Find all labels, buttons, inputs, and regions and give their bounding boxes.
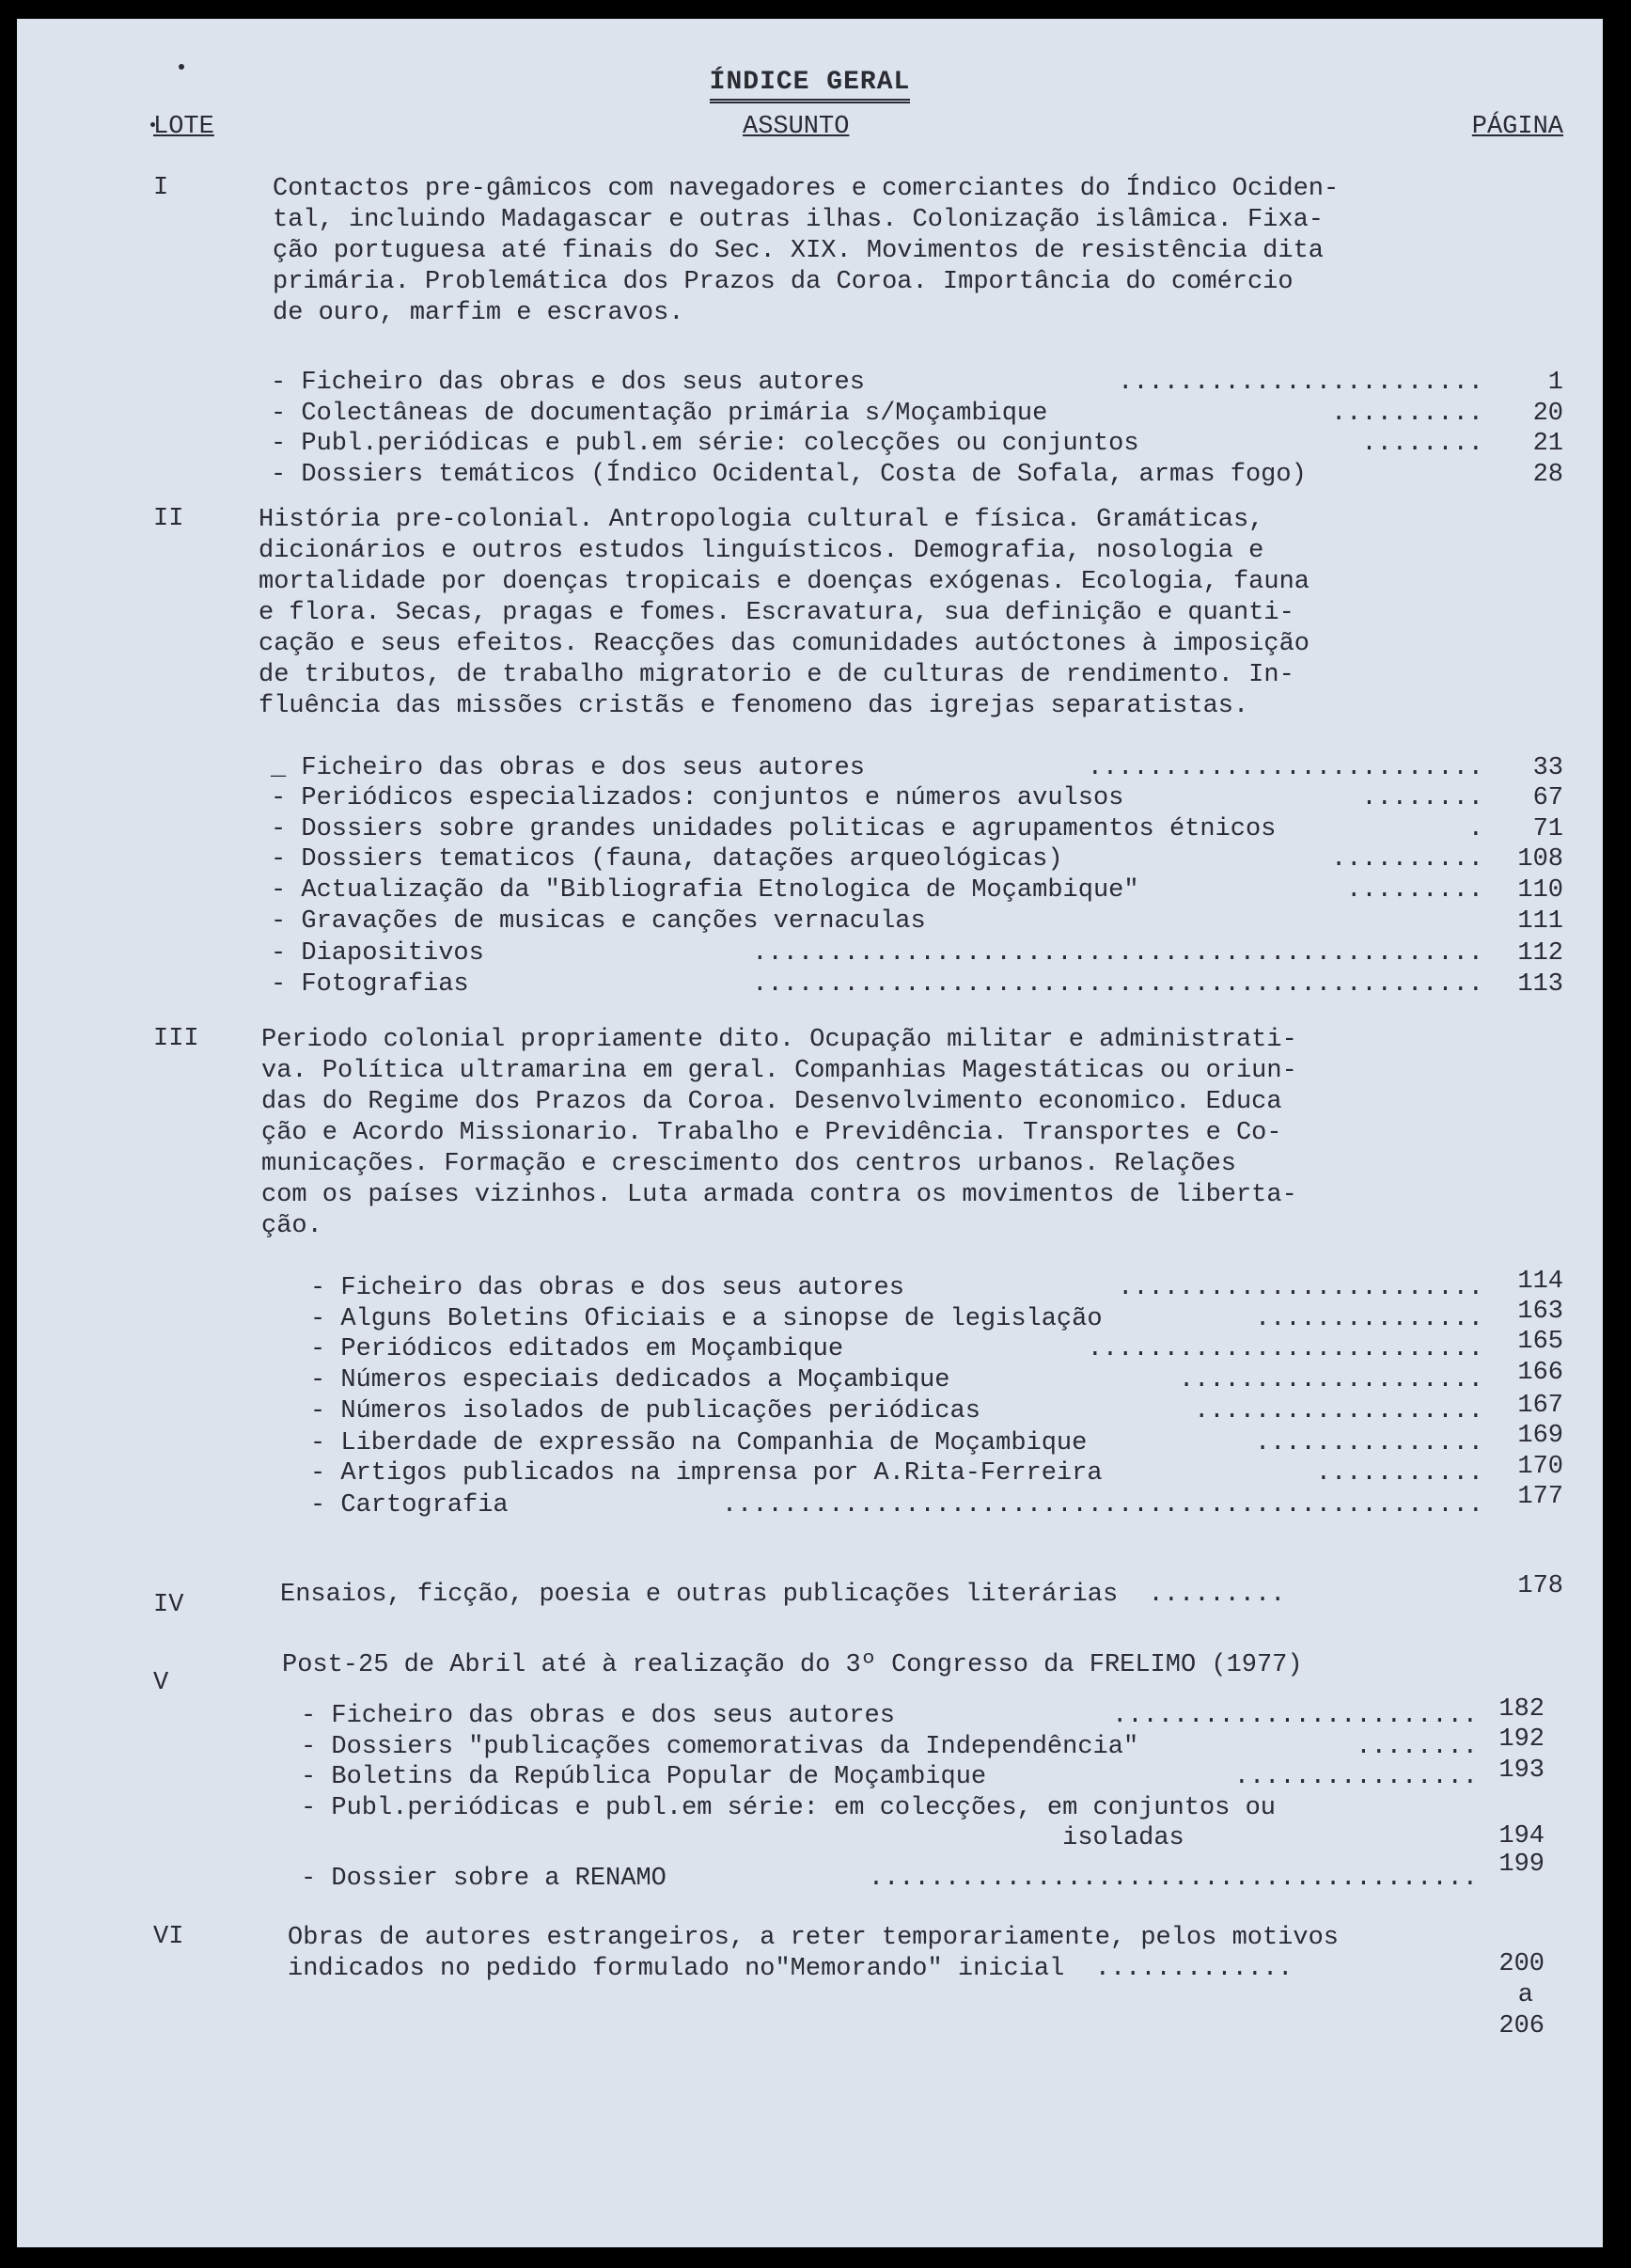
page-range bbox=[1451, 1949, 1545, 2042]
entry-label: - Fotografias bbox=[271, 970, 469, 999]
section-description: Obras de autores estrangeiros, a reter temporariamente, pelos motivos indicados no pedido formulado no"Memorando" inicial ............. bbox=[288, 1924, 1339, 1983]
page-number: 108 bbox=[1517, 845, 1563, 874]
index-entry bbox=[271, 939, 1483, 969]
lote-number: I bbox=[153, 174, 169, 202]
index-entry bbox=[310, 1366, 1483, 1396]
index-entry bbox=[301, 1733, 1478, 1763]
page-number: 1 bbox=[1547, 369, 1563, 397]
section-description: Periodo colonial propriamente dito. Ocupação militar e administrati- va. Política ultramarina em geral. Companhias Magestáticas ou oriun- das do Regime dos Prazos da Coroa. Desenvolvimento economico. Educa ção e Acordo Missionario. Trabalho e Previdência. Transportes e Co- municações. Formação e crescimento dos centros urbanos. Relações com os países vizinhos. Luta armada contra os movimentos de liberta- ção. bbox=[261, 1026, 1297, 1240]
index-entry bbox=[271, 784, 1483, 814]
dot-leader: ........... bbox=[1315, 1459, 1483, 1488]
entry-label: - Liberdade de expressão na Companhia de Moçambique bbox=[310, 1429, 1088, 1457]
lote-number: IV bbox=[153, 1591, 184, 1619]
dot-leader: .......................... bbox=[1087, 1335, 1483, 1363]
entry-label: - Artigos publicados na imprensa por A.Rita-Ferreira bbox=[310, 1459, 1103, 1488]
entry-label: - Periódicos especializados: conjuntos e números avulsos bbox=[271, 784, 1124, 812]
entry-label: - Dossiers tematicos (fauna, datações arqueológicas) bbox=[271, 845, 1063, 874]
page-number: 165 bbox=[1517, 1328, 1563, 1356]
index-entry bbox=[301, 1763, 1478, 1793]
dot-leader: .......... bbox=[1330, 845, 1483, 874]
page-number: 33 bbox=[1532, 754, 1563, 782]
column-header-lote: LOTE bbox=[153, 113, 214, 141]
dot-leader: ................... bbox=[1194, 1397, 1483, 1425]
page-number: 20 bbox=[1532, 400, 1563, 428]
dot-leader: ......... bbox=[1346, 876, 1483, 905]
page-number: 166 bbox=[1517, 1359, 1563, 1387]
page-number: 110 bbox=[1517, 876, 1563, 905]
index-entry bbox=[271, 907, 1483, 937]
index-entry bbox=[301, 1865, 1478, 1895]
entry-label: - Números isolados de publicações periódicas bbox=[310, 1397, 980, 1425]
index-entry bbox=[310, 1397, 1483, 1427]
entry-label: - Ficheiro das obras e dos seus autores bbox=[271, 369, 865, 397]
dot-leader: ........................ bbox=[1112, 1702, 1478, 1730]
page-number: 182 bbox=[1498, 1695, 1545, 1724]
dot-leader: .................................................. bbox=[721, 1491, 1483, 1520]
dot-leader: .......................... bbox=[1087, 754, 1483, 782]
entry-label: - Colectâneas de documentação primária s/Moçambique bbox=[271, 400, 1048, 428]
entry-label: - Cartografia bbox=[310, 1491, 509, 1520]
lote-number: II bbox=[153, 505, 184, 533]
index-entry bbox=[301, 1702, 1478, 1732]
page-number: 163 bbox=[1517, 1298, 1563, 1326]
entry-label: - Ficheiro das obras e dos seus autores bbox=[301, 1702, 895, 1730]
index-entry bbox=[271, 754, 1483, 784]
entry-label: - Dossier sobre a RENAMO bbox=[301, 1865, 667, 1893]
index-entry bbox=[271, 461, 1483, 491]
dot-leader: . bbox=[1467, 815, 1483, 843]
index-entry bbox=[271, 369, 1483, 399]
lote-number: VI bbox=[153, 1923, 184, 1951]
dot-leader: ........ bbox=[1361, 784, 1483, 812]
dot-leader: .......... bbox=[1330, 400, 1483, 428]
index-entry bbox=[310, 1305, 1483, 1335]
index-entry bbox=[271, 815, 1483, 845]
column-header-assunto: ASSUNTO bbox=[743, 113, 850, 141]
page-range-end: 206 bbox=[1498, 2012, 1545, 2040]
index-entry bbox=[310, 1274, 1483, 1304]
index-entry bbox=[271, 845, 1483, 875]
entry-label: - Gravações de musicas e canções vernaculas bbox=[271, 907, 926, 936]
page-range-start: 200 bbox=[1498, 1950, 1545, 1978]
entry-label: - Boletins da República Popular de Moçambique bbox=[301, 1763, 987, 1791]
lote-number: III bbox=[153, 1025, 199, 1053]
page-number: 178 bbox=[1517, 1572, 1563, 1600]
section-description: Contactos pre-gâmicos com navegadores e comerciantes do Índico Ociden- tal, incluindo Madagascar e outras ilhas. Colonização islâmica. Fixa- ção portuguesa até finais do Sec. XIX. Movimentos de resistência dita primária. Problemática dos Prazos da Coroa. Importância do comércio de ouro, marfim e escravos. bbox=[273, 175, 1340, 327]
page-title: ÍNDICE GERAL bbox=[17, 68, 1603, 97]
dot-leader: ................ bbox=[1233, 1763, 1478, 1791]
page-number: 167 bbox=[1517, 1392, 1563, 1420]
entry-label: isoladas bbox=[301, 1824, 1184, 1852]
index-entry bbox=[310, 1459, 1483, 1489]
index-entry bbox=[301, 1794, 1478, 1824]
index-entry bbox=[310, 1335, 1483, 1365]
page-number: 193 bbox=[1498, 1756, 1545, 1785]
section-description: Post-25 de Abril até à realização do 3º Congresso da FRELIMO (1977) bbox=[282, 1651, 1303, 1679]
dot-leader: ............... bbox=[1254, 1305, 1483, 1333]
dot-leader: ........................................ bbox=[868, 1865, 1478, 1893]
entry-label: _ Ficheiro das obras e dos seus autores bbox=[271, 754, 865, 782]
page-number: 177 bbox=[1517, 1483, 1563, 1511]
entry-label: - Publ.periódicas e publ.em série: em colecções, em conjuntos ou bbox=[301, 1794, 1276, 1822]
entry-label: - Alguns Boletins Oficiais e a sinopse de legislação bbox=[310, 1305, 1103, 1333]
index-entry bbox=[271, 400, 1483, 430]
entry-label: - Dossiers temáticos (Índico Ocidental, Costa de Sofala, armas fogo) bbox=[271, 461, 1307, 489]
entry-label: - Dossiers "publicações comemorativas da Independência" bbox=[301, 1733, 1139, 1761]
page-range-separator: a bbox=[1517, 1981, 1533, 2009]
index-entry bbox=[310, 1429, 1483, 1459]
entry-label: - Diapositivos bbox=[271, 939, 484, 968]
page-number: 170 bbox=[1517, 1453, 1563, 1481]
section-description: Ensaios, ficção, poesia e outras publicações literárias ......... bbox=[280, 1581, 1286, 1609]
page-number: 71 bbox=[1532, 815, 1563, 843]
index-entry bbox=[271, 970, 1483, 1000]
dot-leader: ........ bbox=[1356, 1733, 1478, 1761]
dot-leader: .................... bbox=[1178, 1366, 1483, 1394]
entry-label: - Actualização da "Bibliografia Etnologica de Moçambique" bbox=[271, 876, 1139, 905]
page-number: 112 bbox=[1517, 939, 1563, 968]
entry-label: - Ficheiro das obras e dos seus autores bbox=[310, 1274, 904, 1302]
page-number: 194 bbox=[1498, 1822, 1545, 1851]
dot-leader: ............... bbox=[1254, 1429, 1483, 1457]
index-entry bbox=[310, 1491, 1483, 1521]
page-number: 111 bbox=[1517, 907, 1563, 936]
index-entry bbox=[271, 430, 1483, 460]
lote-number: V bbox=[153, 1669, 169, 1697]
dot-leader: ................................................ bbox=[752, 970, 1483, 999]
page-number: 169 bbox=[1517, 1422, 1563, 1450]
entry-label: - Publ.periódicas e publ.em série: colecções ou conjuntos bbox=[271, 430, 1139, 458]
document-page bbox=[17, 19, 1603, 2247]
dot-leader: ................................................ bbox=[752, 939, 1483, 968]
page-number: 192 bbox=[1498, 1725, 1545, 1754]
page-number: 114 bbox=[1517, 1268, 1563, 1296]
index-entry bbox=[301, 1824, 1478, 1854]
column-header-pagina: PÁGINA bbox=[1471, 113, 1563, 141]
page-number: 113 bbox=[1517, 970, 1563, 999]
page-number: 67 bbox=[1532, 784, 1563, 812]
entry-label: - Números especiais dedicados a Moçambique bbox=[310, 1366, 950, 1394]
entry-label: - Dossiers sobre grandes unidades politicas e agrupamentos étnicos bbox=[271, 815, 1277, 843]
dot-leader: ........................ bbox=[1118, 1274, 1483, 1302]
page-number: 21 bbox=[1532, 430, 1563, 458]
section-description: História pre-colonial. Antropologia cultural e física. Gramáticas, dicionários e outros estudos linguísticos. Demografia, nosologia e mortalidade por doenças tropicais e doenças exógenas. Ecologia, fauna e flora. Secas, pragas e fomes. Escravatura, sua definição e quanti- cação e seus efeitos. Reacções das comunidades autóctones à imposição de tributos, de trabalho migratorio e de culturas de rendimento. In- fluência das missões cristãs e fenomeno das igrejas separatistas. bbox=[259, 506, 1310, 720]
index-entry bbox=[271, 876, 1483, 906]
page-number: 199 bbox=[1498, 1851, 1545, 1879]
entry-label: - Periódicos editados em Moçambique bbox=[310, 1335, 844, 1363]
page-number: 28 bbox=[1532, 461, 1563, 489]
dot-leader: ........ bbox=[1361, 430, 1483, 458]
dot-leader: ........................ bbox=[1118, 369, 1483, 397]
